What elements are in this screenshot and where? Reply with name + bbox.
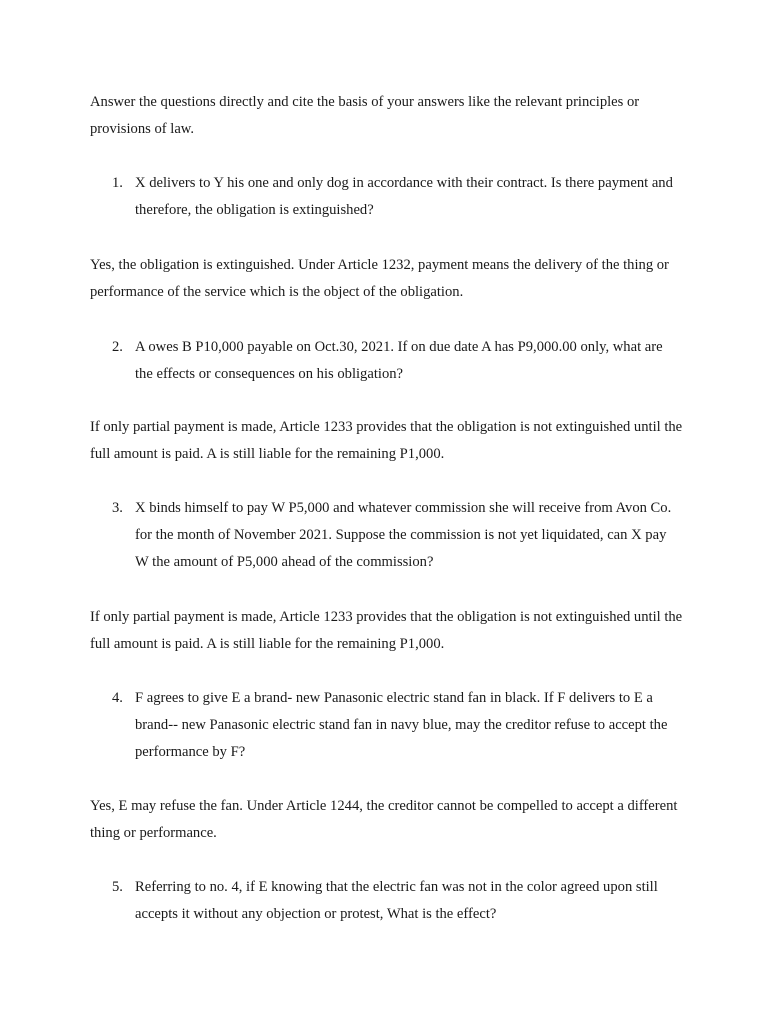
question-number: 1. [112, 175, 123, 191]
instructions-paragraph: Answer the questions directly and cite the basis of your answers like the relevant principles or provisions of law. [90, 94, 640, 137]
question-3 [90, 495, 690, 576]
question-number: 4. [112, 690, 123, 706]
question-text: Referring to no. 4, if E knowing that the electric fan was not in the color agreed upon still accepts it without any objection or protest, What is the effect? [135, 879, 658, 922]
question-1 [90, 170, 690, 224]
answer-4: Yes, E may refuse the fan. Under Article 1244, the creditor cannot be compelled to accept a different thing or performance. [90, 798, 678, 841]
question-text: F agrees to give E a brand- new Panasonic electric stand fan in black. If F delivers to E a brand-- new Panasonic electric stand fan in navy blue, may the creditor refuse to accept the performance by F? [135, 690, 668, 760]
answer-2: If only partial payment is made, Article 1233 provides that the obligation is not extinguished until the full amount is paid. A is still liable for the remaining P1,000. [90, 419, 683, 462]
question-text: X binds himself to pay W P5,000 and whatever commission she will receive from Avon Co. for the month of November 2021. Suppose the commission is not yet liquidated, can X pay W the amount of P5,000 ahead of the commission? [135, 500, 672, 570]
answer-1: Yes, the obligation is extinguished. Under Article 1232, payment means the delivery of the thing or performance of the service which is the object of the obligation. [90, 257, 669, 300]
question-2 [90, 334, 690, 388]
question-number: 2. [112, 339, 123, 355]
answer-3: If only partial payment is made, Article 1233 provides that the obligation is not extinguished until the full amount is paid. A is still liable for the remaining P1,000. [90, 609, 683, 652]
question-number: 5. [112, 879, 123, 895]
question-4 [90, 685, 690, 766]
question-number: 3. [112, 500, 123, 516]
question-text: X delivers to Y his one and only dog in accordance with their contract. Is there payment and therefore, the obligation is extinguished? [135, 175, 673, 218]
question-text: A owes B P10,000 payable on Oct.30, 2021. If on due date A has P9,000.00 only, what are the effects or consequences on his obligation? [135, 339, 663, 382]
question-5 [90, 874, 690, 928]
